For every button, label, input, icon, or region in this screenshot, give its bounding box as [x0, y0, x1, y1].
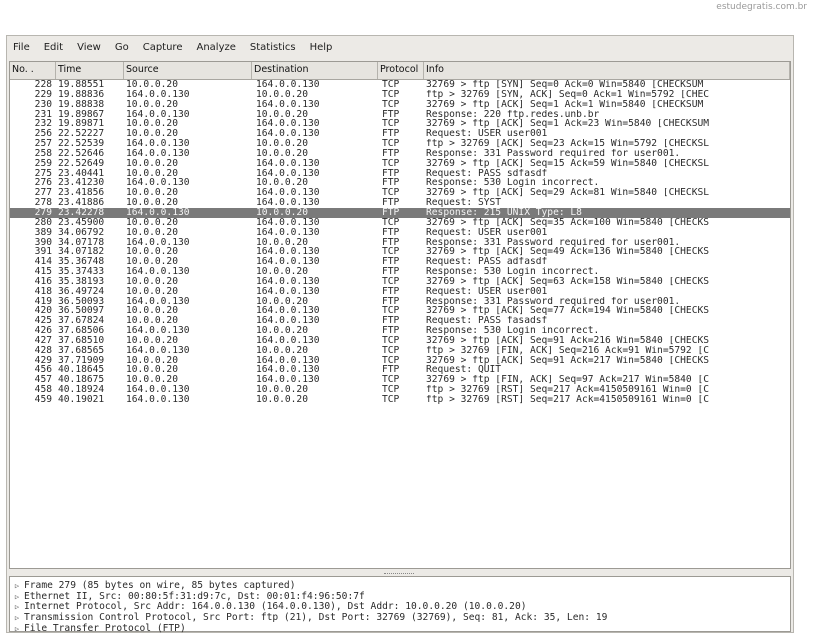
cell-proto: TCP [382, 80, 400, 90]
cell-src: 164.0.0.130 [126, 178, 190, 189]
table-row[interactable] [10, 267, 790, 277]
table-row[interactable] [10, 238, 790, 248]
cell-no: 426 [34, 326, 52, 336]
cell-dst: 164.0.0.130 [256, 188, 320, 199]
cell-src: 164.0.0.130 [126, 109, 190, 120]
cell-time: 22.52227 [58, 129, 105, 140]
cell-time: 22.52646 [58, 148, 105, 159]
cell-info: Response: 530 Login incorrect. [426, 267, 600, 277]
cell-info: Request: PASS adfasdf [426, 257, 548, 268]
cell-dst: 164.0.0.130 [256, 129, 320, 140]
table-row[interactable] [10, 188, 790, 198]
cell-no: 391 [34, 247, 52, 258]
cell-time: 35.38193 [58, 276, 105, 287]
menu-view[interactable]: View [77, 41, 101, 53]
cell-src: 10.0.0.20 [126, 365, 178, 376]
cell-time: 36.50097 [58, 306, 105, 317]
cell-no: 414 [34, 257, 52, 268]
cell-info: 32769 > ftp [FIN, ACK] Seq=97 Ack=217 Win=5840 [C [426, 375, 710, 386]
cell-no: 456 [34, 365, 52, 376]
cell-no: 278 [34, 198, 52, 208]
table-row[interactable] [10, 356, 790, 366]
menu-analyze[interactable]: Analyze [196, 41, 236, 53]
cell-no: 420 [34, 306, 52, 317]
cell-proto: FTP [382, 286, 400, 297]
column-header-source[interactable]: Source [124, 62, 252, 79]
table-row[interactable] [10, 90, 790, 100]
cell-dst: 10.0.0.20 [256, 139, 308, 149]
table-row[interactable] [10, 139, 790, 149]
cell-proto: FTP [382, 198, 400, 208]
cell-proto: FTP [382, 257, 400, 268]
cell-src: 10.0.0.20 [126, 119, 178, 130]
cell-dst: 10.0.0.20 [256, 207, 308, 218]
cell-info: ftp > 32769 [RST] Seq=217 Ack=4150509161 Win=0 [C [426, 395, 710, 405]
cell-dst: 164.0.0.130 [256, 99, 320, 110]
cell-proto: TCP [382, 395, 400, 405]
cell-dst: 10.0.0.20 [256, 395, 308, 405]
cell-proto: FTP [382, 168, 400, 179]
cell-src: 10.0.0.20 [126, 316, 178, 327]
cell-dst: 10.0.0.20 [256, 385, 308, 395]
cell-proto: FTP [382, 129, 400, 140]
cell-info: 32769 > ftp [ACK] Seq=1 Ack=23 Win=5840 [CHECKSUM [426, 119, 710, 130]
cell-dst: 164.0.0.130 [256, 168, 320, 179]
cell-time: 37.68510 [58, 335, 105, 346]
cell-time: 22.52649 [58, 158, 105, 169]
cell-info: 32769 > ftp [ACK] Seq=15 Ack=59 Win=5840 [CHECKSL [426, 158, 710, 169]
cell-src: 10.0.0.20 [126, 257, 178, 268]
cell-no: 232 [34, 119, 52, 130]
cell-proto: TCP [382, 335, 400, 346]
cell-proto: TCP [382, 139, 400, 149]
cell-info: 32769 > ftp [ACK] Seq=29 Ack=81 Win=5840 [CHECKSL [426, 188, 710, 199]
cell-src: 10.0.0.20 [126, 217, 178, 228]
cell-proto: TCP [382, 247, 400, 258]
cell-info: Response: 331 Password required for user001. [426, 148, 681, 159]
cell-proto: TCP [382, 375, 400, 386]
cell-no: 418 [34, 286, 52, 297]
cell-src: 10.0.0.20 [126, 158, 178, 169]
packet-details-tree[interactable] [9, 576, 791, 632]
cell-src: 10.0.0.20 [126, 188, 178, 199]
cell-time: 23.40441 [58, 168, 105, 179]
detail-tree-item[interactable] [10, 624, 790, 635]
table-row[interactable] [10, 198, 790, 208]
cell-src: 164.0.0.130 [126, 139, 190, 149]
cell-dst: 10.0.0.20 [256, 178, 308, 189]
cell-dst: 164.0.0.130 [256, 119, 320, 130]
cell-no: 257 [34, 139, 52, 149]
table-row[interactable] [10, 287, 790, 297]
cell-time: 35.37433 [58, 267, 105, 277]
cell-proto: FTP [382, 267, 400, 277]
cell-dst: 10.0.0.20 [256, 109, 308, 120]
cell-src: 10.0.0.20 [126, 375, 178, 386]
table-row[interactable] [10, 129, 790, 139]
cell-time: 23.42278 [58, 207, 105, 218]
cell-no: 259 [34, 158, 52, 169]
cell-no: 275 [34, 168, 52, 179]
cell-proto: FTP [382, 326, 400, 336]
cell-no: 415 [34, 267, 52, 277]
menu-help[interactable]: Help [309, 41, 333, 53]
cell-no: 389 [34, 227, 52, 238]
cell-time: 34.06792 [58, 227, 105, 238]
packet-list[interactable] [9, 61, 791, 569]
table-row[interactable] [10, 316, 790, 326]
cell-no: 419 [34, 296, 52, 307]
column-header-no[interactable]: No. . [10, 62, 56, 79]
column-header-info[interactable]: Info [424, 62, 790, 79]
table-row[interactable] [10, 375, 790, 385]
cell-dst: 164.0.0.130 [256, 355, 320, 366]
cell-time: 37.71909 [58, 355, 105, 366]
cell-dst: 164.0.0.130 [256, 198, 320, 208]
cell-time: 40.18675 [58, 375, 105, 386]
cell-no: 279 [34, 207, 52, 218]
cell-dst: 164.0.0.130 [256, 276, 320, 287]
cell-info: Response: 220 ftp.redes.unb.br [426, 109, 600, 120]
column-header-time[interactable]: Time [56, 62, 124, 79]
table-row[interactable] [10, 100, 790, 110]
table-row[interactable] [10, 385, 790, 395]
cell-src: 164.0.0.130 [126, 395, 190, 405]
detail-tree-label: File Transfer Protocol (FTP) [24, 622, 186, 634]
cell-proto: TCP [382, 276, 400, 287]
cell-dst: 164.0.0.130 [256, 375, 320, 386]
detail-tree-label: Internet Protocol, Src Addr: 164.0.0.130 (164.0.0.130), Dst Addr: 10.0.0.20 (10.0.0.20) [24, 601, 527, 613]
cell-proto: TCP [382, 217, 400, 228]
cell-src: 164.0.0.130 [126, 267, 190, 277]
cell-src: 10.0.0.20 [126, 168, 178, 179]
cell-info: ftp > 32769 [RST] Seq=217 Ack=4150509161 Win=0 [C [426, 385, 710, 395]
cell-src: 10.0.0.20 [126, 227, 178, 238]
cell-time: 23.41230 [58, 178, 105, 189]
table-row[interactable] [10, 218, 790, 228]
cell-proto: TCP [382, 119, 400, 130]
cell-dst: 10.0.0.20 [256, 345, 308, 356]
cell-no: 256 [34, 129, 52, 140]
cell-no: 390 [34, 237, 52, 248]
cell-dst: 10.0.0.20 [256, 296, 308, 307]
cell-info: 32769 > ftp [ACK] Seq=77 Ack=194 Win=5840 [CHECKS [426, 306, 710, 317]
cell-no: 277 [34, 188, 52, 199]
cell-time: 19.88836 [58, 89, 105, 100]
cell-no: 276 [34, 178, 52, 189]
cell-time: 40.18645 [58, 365, 105, 376]
cell-time: 37.68506 [58, 326, 105, 336]
cell-info: 32769 > ftp [ACK] Seq=91 Ack=217 Win=5840 [CHECKS [426, 355, 710, 366]
menu-file[interactable]: File [13, 41, 30, 53]
cell-no: 425 [34, 316, 52, 327]
cell-no: 230 [34, 99, 52, 110]
cell-info: 32769 > ftp [ACK] Seq=1 Ack=1 Win=5840 [CHECKSUM [426, 99, 704, 110]
detail-tree-label: Frame 279 (85 bytes on wire, 85 bytes captured) [24, 580, 296, 591]
cell-src: 164.0.0.130 [126, 148, 190, 159]
table-row[interactable] [10, 159, 790, 169]
cell-src: 164.0.0.130 [126, 385, 190, 395]
cell-time: 40.19021 [58, 395, 105, 405]
table-row[interactable] [10, 395, 790, 405]
triangle-right-icon[interactable]: ▷ [14, 603, 20, 612]
cell-time: 34.07178 [58, 237, 105, 248]
cell-time: 37.67824 [58, 316, 105, 327]
cell-info: Request: PASS fasadsf [426, 316, 548, 327]
table-row[interactable] [10, 247, 790, 257]
cell-info: Request: USER user001 [426, 286, 548, 297]
cell-dst: 164.0.0.130 [256, 217, 320, 228]
cell-proto: FTP [382, 148, 400, 159]
table-row[interactable] [10, 80, 790, 90]
cell-dst: 164.0.0.130 [256, 365, 320, 376]
cell-no: 229 [34, 89, 52, 100]
triangle-right-icon[interactable]: ▷ [14, 614, 20, 623]
cell-info: Request: PASS sdfasdf [426, 168, 548, 179]
cell-no: 228 [34, 80, 52, 90]
table-row[interactable] [10, 297, 790, 307]
menu-bar [7, 36, 793, 58]
cell-no: 428 [34, 345, 52, 356]
cell-time: 36.49724 [58, 286, 105, 297]
cell-src: 10.0.0.20 [126, 80, 178, 90]
cell-proto: FTP [382, 109, 400, 120]
menu-go[interactable]: Go [114, 41, 129, 53]
cell-proto: FTP [382, 365, 400, 376]
cell-no: 231 [34, 109, 52, 120]
cell-proto: FTP [382, 178, 400, 189]
cell-proto: TCP [382, 89, 400, 100]
detail-tree-label: Ethernet II, Src: 00:80:5f:31:d9:7c, Dst: 00:01:f4:96:50:7f [24, 590, 365, 602]
cell-dst: 10.0.0.20 [256, 326, 308, 336]
triangle-right-icon[interactable]: ▷ [14, 582, 20, 590]
cell-time: 22.52539 [58, 139, 105, 149]
cell-no: 427 [34, 335, 52, 346]
table-row[interactable] [10, 365, 790, 375]
cell-no: 258 [34, 148, 52, 159]
cell-src: 164.0.0.130 [126, 345, 190, 356]
table-row[interactable] [10, 169, 790, 179]
packet-list-header [10, 62, 790, 80]
watermark-text: estudegratis.com.br [716, 2, 807, 12]
cell-dst: 164.0.0.130 [256, 227, 320, 238]
cell-src: 10.0.0.20 [126, 286, 178, 297]
table-row-selected[interactable] [10, 208, 790, 218]
cell-src: 10.0.0.20 [126, 247, 178, 258]
table-row[interactable] [10, 228, 790, 238]
cell-no: 280 [34, 217, 52, 228]
cell-no: 429 [34, 355, 52, 366]
cell-info: Response: 215 UNIX Type: L8 [426, 207, 582, 218]
packet-rows [10, 80, 790, 405]
column-header-protocol[interactable]: Protocol [378, 62, 424, 79]
table-row[interactable] [10, 149, 790, 159]
cell-info: Response: 530 Login incorrect. [426, 326, 600, 336]
cell-info: Request: USER user001 [426, 129, 548, 140]
cell-info: Response: 331 Password required for user001. [426, 296, 681, 307]
table-row[interactable] [10, 346, 790, 356]
cell-info: Response: 331 Password required for user001. [426, 237, 681, 248]
cell-dst: 10.0.0.20 [256, 148, 308, 159]
table-row[interactable] [10, 326, 790, 336]
cell-info: Response: 530 Login incorrect. [426, 178, 600, 189]
menu-capture[interactable]: Capture [142, 41, 183, 53]
cell-src: 10.0.0.20 [126, 335, 178, 346]
cell-time: 34.07182 [58, 247, 105, 258]
cell-dst: 10.0.0.20 [256, 89, 308, 100]
cell-info: Request: QUIT [426, 365, 502, 376]
cell-time: 19.88838 [58, 99, 105, 110]
cell-proto: FTP [382, 207, 400, 218]
cell-proto: TCP [382, 158, 400, 169]
cell-time: 35.36748 [58, 257, 105, 268]
cell-dst: 164.0.0.130 [256, 257, 320, 268]
detail-tree-label: Transmission Control Protocol, Src Port: ftp (21), Dst Port: 32769 (32769), Seq: 81, Ack: 35, Len: 19 [24, 612, 608, 624]
cell-no: 416 [34, 276, 52, 287]
cell-proto: FTP [382, 237, 400, 248]
cell-dst: 164.0.0.130 [256, 335, 320, 346]
triangle-right-icon[interactable]: ▷ [14, 592, 20, 601]
cell-proto: TCP [382, 355, 400, 366]
cell-time: 23.41886 [58, 198, 105, 208]
cell-src: 10.0.0.20 [126, 129, 178, 140]
cell-time: 19.89867 [58, 109, 105, 120]
wireshark-window [6, 35, 794, 633]
cell-proto: FTP [382, 296, 400, 307]
cell-src: 10.0.0.20 [126, 355, 178, 366]
table-row[interactable] [10, 277, 790, 287]
cell-info: 32769 > ftp [ACK] Seq=91 Ack=216 Win=5840 [CHECKS [426, 335, 710, 346]
cell-info: Request: SYST [426, 198, 502, 208]
cell-dst: 164.0.0.130 [256, 247, 320, 258]
cell-proto: FTP [382, 316, 400, 327]
cell-no: 458 [34, 385, 52, 395]
cell-proto: TCP [382, 306, 400, 317]
cell-src: 10.0.0.20 [126, 198, 178, 208]
cell-proto: TCP [382, 188, 400, 199]
cell-src: 164.0.0.130 [126, 296, 190, 307]
menu-edit[interactable]: Edit [43, 41, 64, 53]
table-row[interactable] [10, 257, 790, 267]
cell-src: 164.0.0.130 [126, 237, 190, 248]
cell-dst: 164.0.0.130 [256, 316, 320, 327]
table-row[interactable] [10, 306, 790, 316]
cell-proto: TCP [382, 99, 400, 110]
cell-no: 459 [34, 395, 52, 405]
cell-info: 32769 > ftp [ACK] Seq=35 Ack=100 Win=5840 [CHECKS [426, 217, 710, 228]
cell-dst: 164.0.0.130 [256, 306, 320, 317]
cell-dst: 164.0.0.130 [256, 158, 320, 169]
column-header-destination[interactable]: Destination [252, 62, 378, 79]
cell-info: Request: USER user001 [426, 227, 548, 238]
cell-time: 40.18924 [58, 385, 105, 395]
cell-info: 32769 > ftp [SYN] Seq=0 Ack=0 Win=5840 [CHECKSUM [426, 80, 704, 90]
cell-time: 36.50093 [58, 296, 105, 307]
cell-proto: FTP [382, 227, 400, 238]
cell-time: 23.45900 [58, 217, 105, 228]
cell-info: ftp > 32769 [FIN, ACK] Seq=216 Ack=91 Win=5792 [C [426, 345, 710, 356]
cell-proto: TCP [382, 385, 400, 395]
cell-src: 164.0.0.130 [126, 207, 190, 218]
cell-src: 10.0.0.20 [126, 99, 178, 110]
cell-info: ftp > 32769 [SYN, ACK] Seq=0 Ack=1 Win=5792 [CHEC [426, 89, 710, 100]
cell-src: 164.0.0.130 [126, 89, 190, 100]
cell-dst: 164.0.0.130 [256, 286, 320, 297]
cell-time: 23.41856 [58, 188, 105, 199]
cell-time: 37.68565 [58, 345, 105, 356]
cell-src: 164.0.0.130 [126, 326, 190, 336]
cell-dst: 10.0.0.20 [256, 267, 308, 277]
triangle-right-icon[interactable]: ▷ [14, 624, 20, 633]
cell-info: 32769 > ftp [ACK] Seq=49 Ack=136 Win=5840 [CHECKS [426, 247, 710, 258]
cell-src: 10.0.0.20 [126, 306, 178, 317]
cell-no: 457 [34, 375, 52, 386]
cell-dst: 164.0.0.130 [256, 80, 320, 90]
table-row[interactable] [10, 119, 790, 129]
menu-statistics[interactable]: Statistics [249, 41, 296, 53]
cell-src: 10.0.0.20 [126, 276, 178, 287]
table-row[interactable] [10, 178, 790, 188]
cell-dst: 10.0.0.20 [256, 237, 308, 248]
cell-info: 32769 > ftp [ACK] Seq=63 Ack=158 Win=5840 [CHECKS [426, 276, 710, 287]
cell-info: ftp > 32769 [ACK] Seq=23 Ack=15 Win=5792 [CHECKSL [426, 139, 710, 149]
cell-time: 19.88551 [58, 80, 105, 90]
table-row[interactable] [10, 336, 790, 346]
cell-proto: TCP [382, 345, 400, 356]
table-row[interactable] [10, 110, 790, 120]
cell-time: 19.89871 [58, 119, 105, 130]
